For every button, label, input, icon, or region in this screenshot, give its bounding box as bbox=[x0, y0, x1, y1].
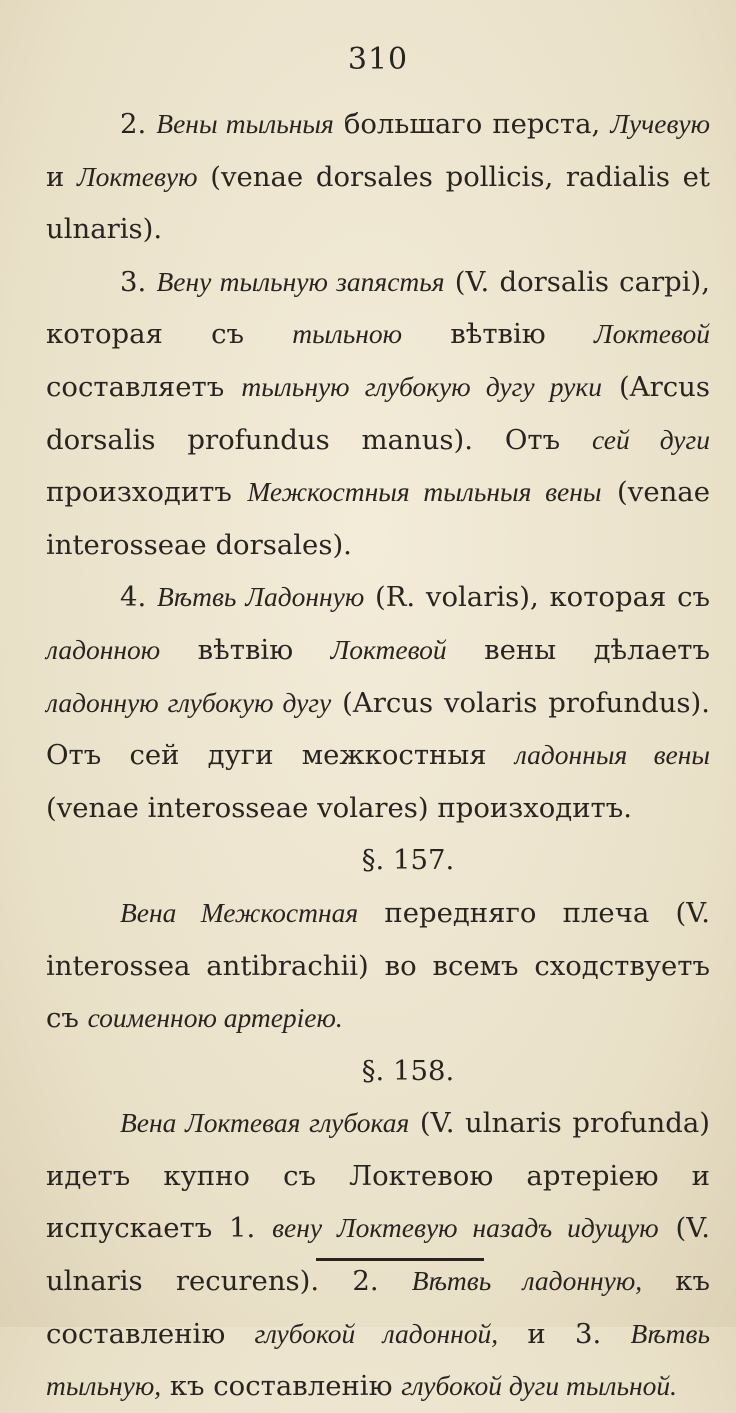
item-number: 2. bbox=[120, 108, 147, 140]
body-text: произходитъ bbox=[46, 476, 248, 509]
body-text: (V. ulnaris profunda) идетъ купно съ Локтевою артеріею и испускаетъ 1. bbox=[46, 1107, 710, 1245]
italic-term: Вѣтвь тыльную, bbox=[46, 1317, 710, 1402]
italic-term: ладонную глубокую дугу bbox=[46, 686, 332, 718]
body-text: (V. ulnaris recurens). 2. bbox=[46, 1212, 711, 1298]
body-text: (V. dorsalis carpi), которая съ bbox=[46, 265, 710, 351]
paragraph-item-3 bbox=[46, 256, 710, 572]
italic-term: тыльною bbox=[292, 318, 403, 350]
body-text: вѣтвію bbox=[402, 318, 594, 351]
body-text: (Arcus volaris profundus). Отъ сей дуги межкостныя bbox=[46, 686, 710, 772]
italic-term: тыльную глубокую дугу руки bbox=[241, 370, 602, 402]
body-text: (venae dorsales pollicis, radialis et ulnaris). bbox=[46, 160, 710, 246]
italic-term: Вену тыльную запястья bbox=[156, 265, 445, 297]
body-text: (Arcus dorsalis profundus manus). Отъ bbox=[46, 370, 710, 456]
italic-term: Локтевой bbox=[330, 633, 447, 665]
page-body bbox=[46, 98, 710, 1413]
body-text: и bbox=[46, 160, 78, 193]
italic-term: вену Локтевую назадъ идущую bbox=[272, 1212, 659, 1244]
italic-term: Вена Локтевая глубокая bbox=[120, 1107, 410, 1139]
page-number: 310 bbox=[347, 42, 409, 77]
paragraph-item-2 bbox=[46, 98, 710, 256]
italic-term: Вена Межкостная bbox=[120, 896, 359, 928]
italic-term: Вены тыльныя bbox=[156, 108, 334, 139]
body-text: (venae interosseae dorsales). bbox=[46, 476, 710, 561]
body-text: вены дѣлаетъ bbox=[446, 633, 710, 666]
italic-term: сей дуги bbox=[591, 423, 710, 455]
italic-term: Локтевую bbox=[77, 160, 198, 192]
section-158-heading: §. 158. bbox=[361, 1054, 455, 1087]
body-text: (venae interosseae volares) произходитъ. bbox=[46, 791, 632, 824]
italic-term: Вѣтвь ладонную, bbox=[411, 1265, 643, 1297]
body-text: большаго перста, bbox=[333, 108, 611, 140]
end-rule bbox=[316, 1258, 484, 1261]
body-text: къ составленію bbox=[161, 1370, 402, 1403]
italic-term: ладонныя вены bbox=[514, 739, 710, 771]
italic-term: Лучевую bbox=[610, 108, 711, 139]
body-text: вѣтвію bbox=[160, 633, 331, 666]
body-text: и 3. bbox=[498, 1317, 631, 1350]
italic-term: глубокой дуги тыльной. bbox=[401, 1370, 678, 1402]
body-text: къ составленію bbox=[46, 1265, 710, 1350]
italic-term: Вѣтвь Ладонную bbox=[157, 581, 365, 613]
paragraph-section-157 bbox=[46, 887, 710, 1045]
body-text: (R. volaris), которая съ bbox=[364, 581, 710, 614]
body-text: передняго плеча (V. interossea antibrachii) во всемъ сходствуетъ съ bbox=[46, 896, 711, 1035]
italic-term: ладонною bbox=[46, 633, 161, 665]
item-number: 3. bbox=[120, 265, 147, 298]
item-number: 4. bbox=[120, 581, 147, 614]
italic-term: Межкостныя тыльныя вены bbox=[247, 476, 602, 508]
body-text: составляетъ bbox=[46, 370, 242, 403]
italic-term: соименною артеріею. bbox=[87, 1002, 343, 1034]
paragraph-item-4 bbox=[46, 571, 710, 834]
paragraph-section-158 bbox=[46, 1097, 710, 1413]
section-157-heading: §. 157. bbox=[361, 844, 455, 877]
italic-term: Локтевой bbox=[593, 318, 710, 350]
italic-term: глубокой ладонной, bbox=[254, 1317, 499, 1349]
